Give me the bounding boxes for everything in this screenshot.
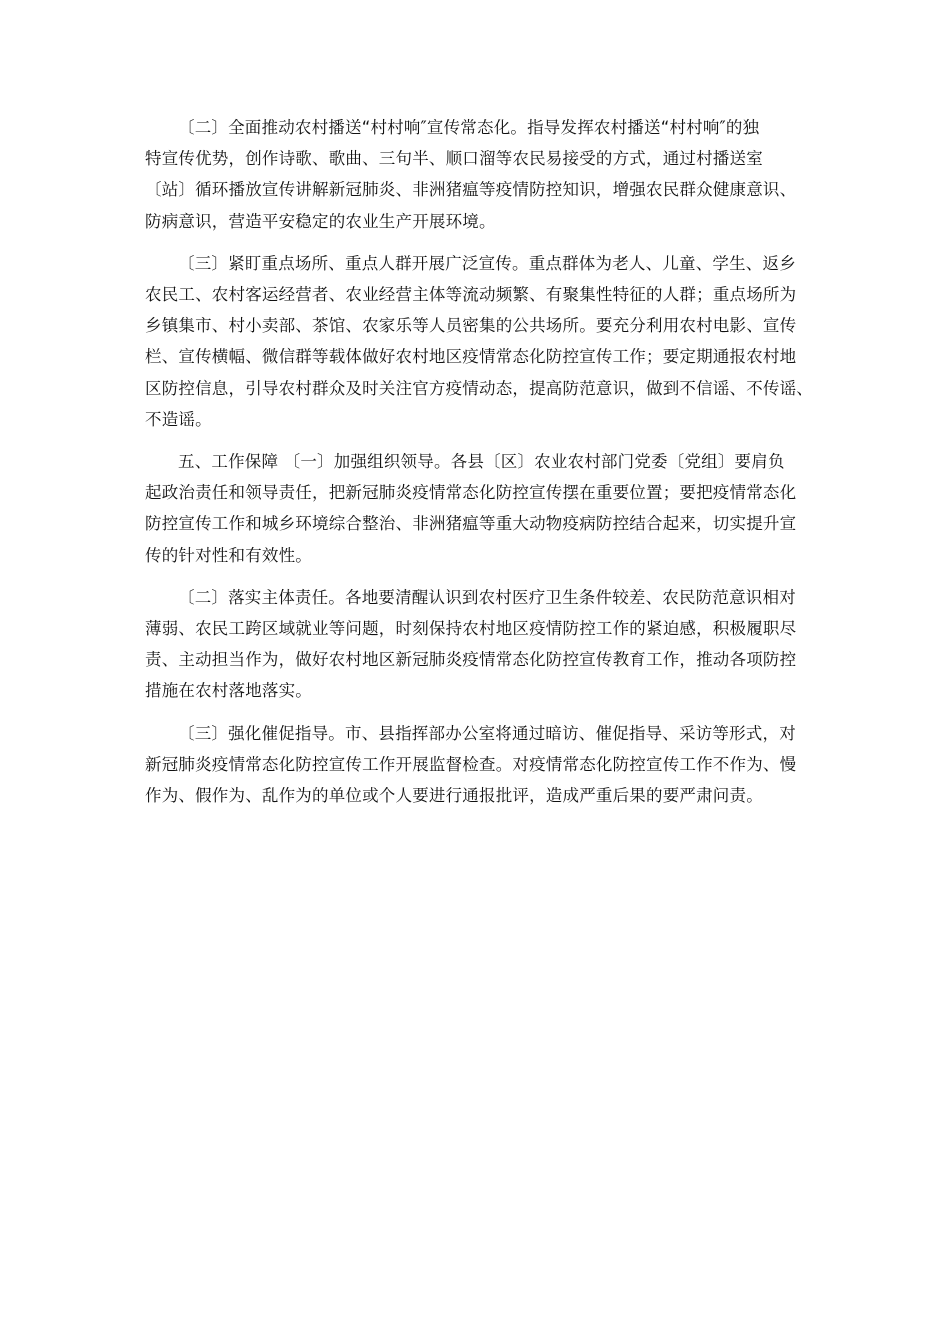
paragraph-line: 〔二〕落实主体责任。各地要清醒认识到农村医疗卫生条件较差、农民防范意识相对 (178, 587, 796, 607)
paragraph-line: 〔三〕紧盯重点场所、重点人群开展广泛宣传。重点群体为老人、儿童、学生、返乡 (178, 253, 796, 273)
paragraph-main-responsibility (145, 582, 813, 707)
paragraph-line: 农民工、农村客运经营者、农业经营主体等流动频繁、有聚集性特征的人群；重点场所为 (145, 285, 797, 305)
paragraph-supervision (145, 718, 813, 812)
paragraph-line: 〔站〕循环播放宣传讲解新冠肺炎、非洲猪瘟等疫情防控知识，增强农民群众健康意识、 (145, 180, 797, 200)
paragraph-broadcast (145, 112, 813, 237)
paragraph-key-places (145, 248, 813, 435)
paragraph-line: 乡镇集市、村小卖部、茶馆、农家乐等人员密集的公共场所。要充分利用农村电影、宣传 (145, 316, 797, 336)
paragraph-line: 作为、假作为、乱作为的单位或个人要进行通报批评，造成严重后果的要严肃问责。 (145, 786, 763, 806)
paragraph-line: 防病意识，营造平安稳定的农业生产开展环境。 (145, 211, 496, 231)
document-body (145, 112, 813, 822)
paragraph-line: 新冠肺炎疫情常态化防控宣传工作开展监督检查。对疫情常态化防控宣传工作不作为、慢 (145, 754, 797, 774)
paragraph-line: 薄弱、农民工跨区域就业等问题，时刻保持农村地区疫情防控工作的紧迫感，积极履职尽 (145, 619, 797, 639)
paragraph-line: 传的针对性和有效性。 (145, 545, 312, 565)
paragraph-line: 区防控信息，引导农村群众及时关注官方疫情动态，提高防范意识，做到不信谣、不传谣、 (145, 378, 813, 398)
paragraph-line: 〔二〕全面推动农村播送“村村响″宣传常态化。指导发挥农村播送“村村响″的独 (178, 118, 760, 137)
paragraph-line: 措施在农村落地落实。 (145, 681, 312, 701)
paragraph-line: 不造谣。 (145, 409, 212, 429)
paragraph-line: 起政治责任和领导责任，把新冠肺炎疫情常态化防控宣传摆在重要位置；要把疫情常态化 (145, 483, 797, 503)
paragraph-work-guarantee (145, 446, 813, 571)
paragraph-line: 五、工作保障 〔一〕加强组织领导。各县〔区〕农业农村部门党委〔党组〕要肩负 (178, 452, 785, 472)
paragraph-line: 防控宣传工作和城乡环境综合整治、非洲猪瘟等重大动物疫病防控结合起来，切实提升宣 (145, 514, 797, 534)
paragraph-line: 栏、宣传横幅、微信群等载体做好农村地区疫情常态化防控宣传工作；要定期通报农村地 (145, 347, 797, 367)
paragraph-line: 特宣传优势，创作诗歌、歌曲、三句半、顺口溜等农民易接受的方式，通过村播送室 (145, 149, 763, 169)
paragraph-line: 责、主动担当作为，做好农村地区新冠肺炎疫情常态化防控宣传教育工作，推动各项防控 (145, 650, 797, 670)
paragraph-line: 〔三〕强化催促指导。市、县指挥部办公室将通过暗访、催促指导、采访等形式，对 (178, 723, 796, 743)
